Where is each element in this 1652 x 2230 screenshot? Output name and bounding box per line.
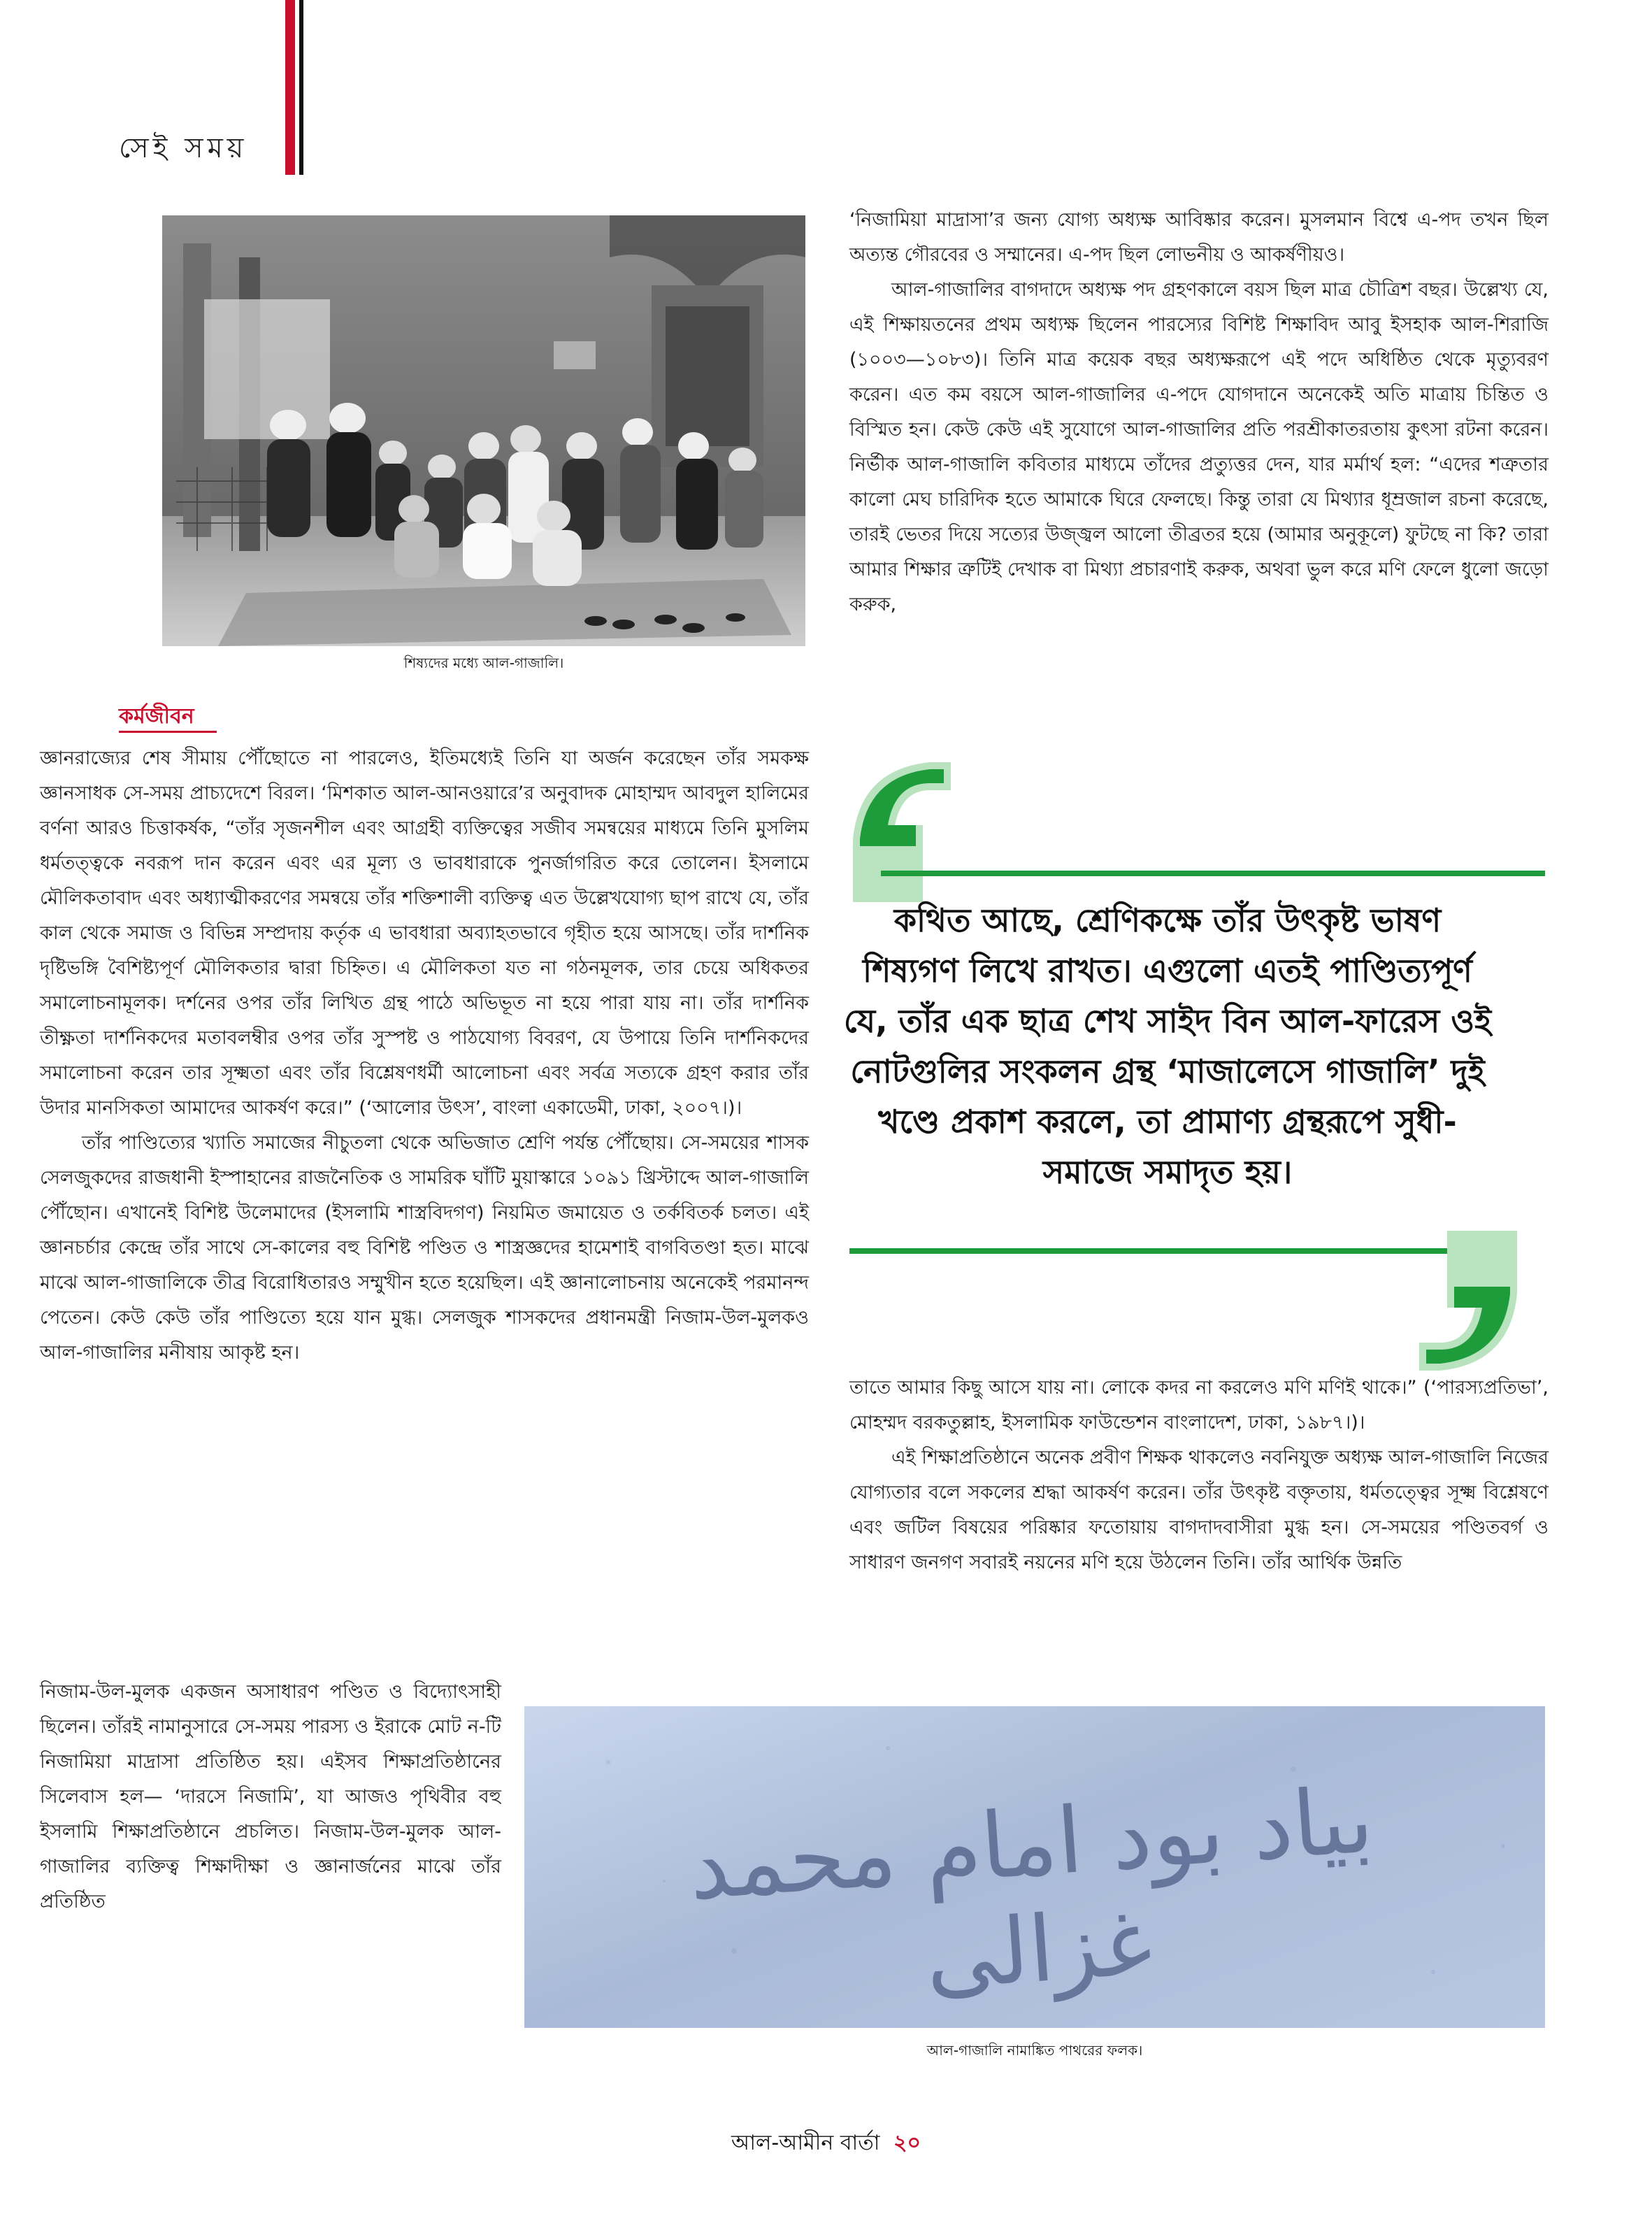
plaque-inscription: بیاد بود امام محمد غزالی (685, 1766, 1377, 2010)
plaque-image (524, 1706, 1545, 2028)
bottom-image-caption: আল-গাজালি নামাঙ্কিত পাথরের ফলক। (926, 2042, 1143, 2059)
left-column-upper (40, 741, 809, 1371)
paragraph: তাতে আমার কিছু আসে যায় না। লোকে কদর না করলেও মণি মণিই থাকে।” (‘পারস্যপ্রতিভা’, মোহম্মদ বরকতুল্লাহ, ইসলামিক ফাউন্ডেশন বাংলাদেশ, ঢাকা, ১৯৮৭।)। (849, 1377, 1549, 1434)
paragraph: তাঁর পাণ্ডিত্যের খ্যাতি সমাজের নীচুতলা থেকে অভিজাত শ্রেণি পর্যন্ত পৌঁছোয়। সে-সময়ের শাসক সেলজুকদের রাজধানী ইস্পাহানের রাজনৈতিক ও সামরিক ঘাঁটি মুয়াস্কারে ১০৯১ খ্রিস্টাব্দে আল-গাজালি পৌঁছোন। এখানেই বিশিষ্ট উলেমাদের (ইসলামি শাস্ত্রবিদগণ) নিয়মিত জমায়েত ও তর্কবিতর্ক চলত। এই জ্ঞানচর্চার কেন্দ্রে তাঁর সাথে সে-কালের বহু বিশিষ্ট পণ্ডিত ও শাস্ত্রজ্ঞদের হামেশাই বাগবিতণ্ডা হত। মাঝে মাঝে আল-গাজালিকে তীব্র বিরোধিতারও সম্মুখীন হতে হয়েছিল। এই জ্ঞানালোচনায় অনেকেই পরমানন্দ পেতেন। কেউ কেউ তাঁর পাণ্ডিত্যে হয়ে যান মুগ্ধ। সেলজুক শাসকদের প্রধানমন্ত্রী নিজাম-উল-মুলকও আল-গাজালির মনীষায় আকৃষ্ট হন। (40, 1132, 809, 1364)
footer (0, 2126, 1652, 2161)
pullquote-text: কথিত আছে, শ্রেণিকক্ষে তাঁর উৎকৃষ্ট ভাষণ শিষ্যগণ লিখে রাখত। এগুলো এতই পাণ্ডিত্যপূর্ণ যে, তাঁর এক ছাত্র শেখ সাইদ বিন আল-ফারেস ওই নোটগুলির সংকলন গ্রন্থ ‘মাজালেসে গাজালি’ দুই খণ্ডে প্রকাশ করলে, তা প্রামাণ্য গ্রন্থরূপে সুধী-সমাজে সমাদৃত হয়। (843, 901, 1492, 1191)
section-label: সেই সময় (119, 132, 248, 164)
paragraph: এই শিক্ষাপ্রতিষ্ঠানে অনেক প্রবীণ শিক্ষক থাকলেও নবনিযুক্ত অধ্যক্ষ আল-গাজালি নিজের যোগ্যতার বলে সকলের শ্রদ্ধা আকর্ষণ করেন। তাঁর উৎকৃষ্ট বক্তৃতায়, ধর্মতত্ত্বের সূক্ষ্ম বিশ্লেষণে এবং জটিল বিষয়ের পরিষ্কার ফতোয়ায় বাগদাদবাসীরা মুগ্ধ হন। সে-সময়ের পণ্ডিতবর্গ ও সাধারণ জনগণ সবারই নয়নের মণি হয়ে উঠলেন তিনি। তাঁর আর্থিক উন্নতি (849, 1447, 1549, 1573)
open-quote-icon (853, 762, 951, 902)
section-heading: কর্মজীবন (119, 704, 194, 729)
paragraph: ‘নিজামিয়া মাদ্রাসা’র জন্য যোগ্য অধ্যক্ষ আবিষ্কার করেন। মুসলমান বিশ্বে এ-পদ তখন ছিল অত্যন্ত গৌরবের ও সম্মানের। এ-পদ ছিল লোভনীয় ও আকর্ষণীয়ও। (849, 209, 1549, 266)
header-red-bar (285, 0, 295, 175)
header-black-bar (299, 0, 303, 175)
paragraph: নিজাম-উল-মুলক একজন অসাধারণ পণ্ডিত ও বিদ্যোৎসাহী ছিলেন। তাঁরই নামানুসারে সে-সময় পারস্য ও ইরাকে মোট ন-টি নিজামিয়া মাদ্রাসা প্রতিষ্ঠিত হয়। এইসব শিক্ষাপ্রতিষ্ঠানের সিলেবাস হল— ‘দারসে নিজামি’, যা আজও পৃথিবীর বহু ইসলামি শিক্ষাপ্রতিষ্ঠানে প্রচলিত। নিজাম-উল-মুলক আল-গাজালির ব্যক্তিত্ব শিক্ষাদীক্ষা ও জ্ঞানার্জনের মাঝে তাঁর প্রতিষ্ঠিত (40, 1681, 501, 1913)
paragraph: আল-গাজালির বাগদাদে অধ্যক্ষ পদ গ্রহণকালে বয়স ছিল মাত্র চৌত্রিশ বছর। উল্লেখ্য যে, এই শিক্ষায়তনের প্রথম অধ্যক্ষ ছিলেন পারস্যের বিশিষ্ট শিক্ষাবিদ আবু ইসহাক আল-শিরাজি (১০০৩—১০৮৩)। তিনি মাত্র কয়েক বছর অধ্যক্ষরূপে এই পদে অধিষ্ঠিত থেকে মৃত্যুবরণ করেন। এত কম বয়সে আল-গাজালির এ-পদে যোগদানে অনেকেই অতি মাত্রায় চিন্তিত ও বিস্মিত হন। কেউ কেউ এই সুযোগে আল-গাজালির প্রতি পরশ্রীকাতরতায় কুৎসা রটনা করেন। নির্ভীক আল-গাজালি কবিতার মাধ্যমে তাঁদের প্রত্যুত্তর দেন, যার মর্মার্থ হল: “এদের শত্রুতার কালো মেঘ চারিদিক হতে আমাকে ঘিরে ফেলছে। কিন্তু তারা যে মিথ্যার ধূম্রজাল রচনা করেছে, তারই ভেতর দিয়ে সত্যের উজ্জ্বল আলো তীব্রতর হয়ে (আমার অনুকূলে) ফুটছে না কি? তারা আমার শিক্ষার ত্রুটিই দেখাক বা মিথ্যা প্রচারণাই করুক, অথবা ভুল করে মণি ফেলে ধুলো জড়ো করুক, (849, 279, 1549, 615)
students-engraving-illustration (162, 215, 805, 646)
page-number: ২০ (893, 2131, 921, 2155)
right-column-lower (849, 1371, 1549, 1580)
engraving-image (162, 215, 805, 646)
magazine-name: আল-আমীন বার্তা (731, 2131, 880, 2155)
pullquote-bottom-rule (849, 1248, 1514, 1254)
left-column-lower (40, 1675, 501, 1920)
right-column-upper (849, 203, 1549, 622)
close-quote-icon (1419, 1231, 1517, 1371)
pullquote-top-rule (881, 871, 1545, 876)
paragraph: জ্ঞানরাজ্যের শেষ সীমায় পৌঁছোতে না পারলেও, ইতিমধ্যেই তিনি যা অর্জন করেছেন তাঁর সমকক্ষ জ্ঞানসাধক সে-সময় প্রাচ্যদেশে বিরল। ‘মিশকাত আল-আনওয়ারে’র অনুবাদক মোহাম্মদ আবদুল হালিমের বর্ণনা আরও চিত্তাকর্ষক, “তাঁর সৃজনশীল এবং আগ্রহী ব্যক্তিত্বের সজীব সমন্বয়ের মাধ্যমে তিনি মুসলিম ধর্মতত্ত্বকে নবরূপ দান করেন এবং এর মূল্য ও ভাবধারাকে পুনর্জাগরিত করে তোলেন। ইসলামে মৌলিকতাবাদ এবং অধ্যাত্মীকরণের সমন্বয়ে তাঁর শক্তিশালী ব্যক্তিত্ব এত উল্লেখযোগ্য ছাপ রাখে যে, তাঁর কাল থেকে সমাজ ও বিভিন্ন সম্প্রদায় কর্তৃক এ ভাবধারা অব্যাহতভাবে গৃহীত হয়ে আসছে। তাঁর দার্শনিক দৃষ্টিভঙ্গি বৈশিষ্ট্যপূর্ণ মৌলিকতার দ্বারা চিহ্নিত। এ মৌলিকতা যত না গঠনমূলক, তার চেয়ে অধিকতর সমালোচনামূলক। দর্শনের ওপর তাঁর লিখিত গ্রন্থ পাঠে অভিভূত না হয়ে পারা যায় না। তাঁর দার্শনিক তীক্ষ্ণতা দার্শনিকদের মতাবলম্বীর ওপর তাঁর সুস্পষ্ট ও পাঠযোগ্য বিবরণ, যে উপায়ে তিনি দার্শনিকদের সমালোচনা করেন তার সূক্ষ্মতা এবং তাঁর বিশ্লেষণধর্মী আলোচনা এবং সর্বত্র সত্যকে গ্রহণ করার তাঁর উদার মানসিকতা আমাদের আকর্ষণ করে।” (‘আলোর উৎস’, বাংলা একাডেমী, ঢাকা, ২০০৭।)। (40, 748, 809, 1119)
top-image-caption: শিষ্যদের মধ্যে আল-গাজালি। (403, 655, 564, 671)
heading-underline (119, 731, 217, 733)
